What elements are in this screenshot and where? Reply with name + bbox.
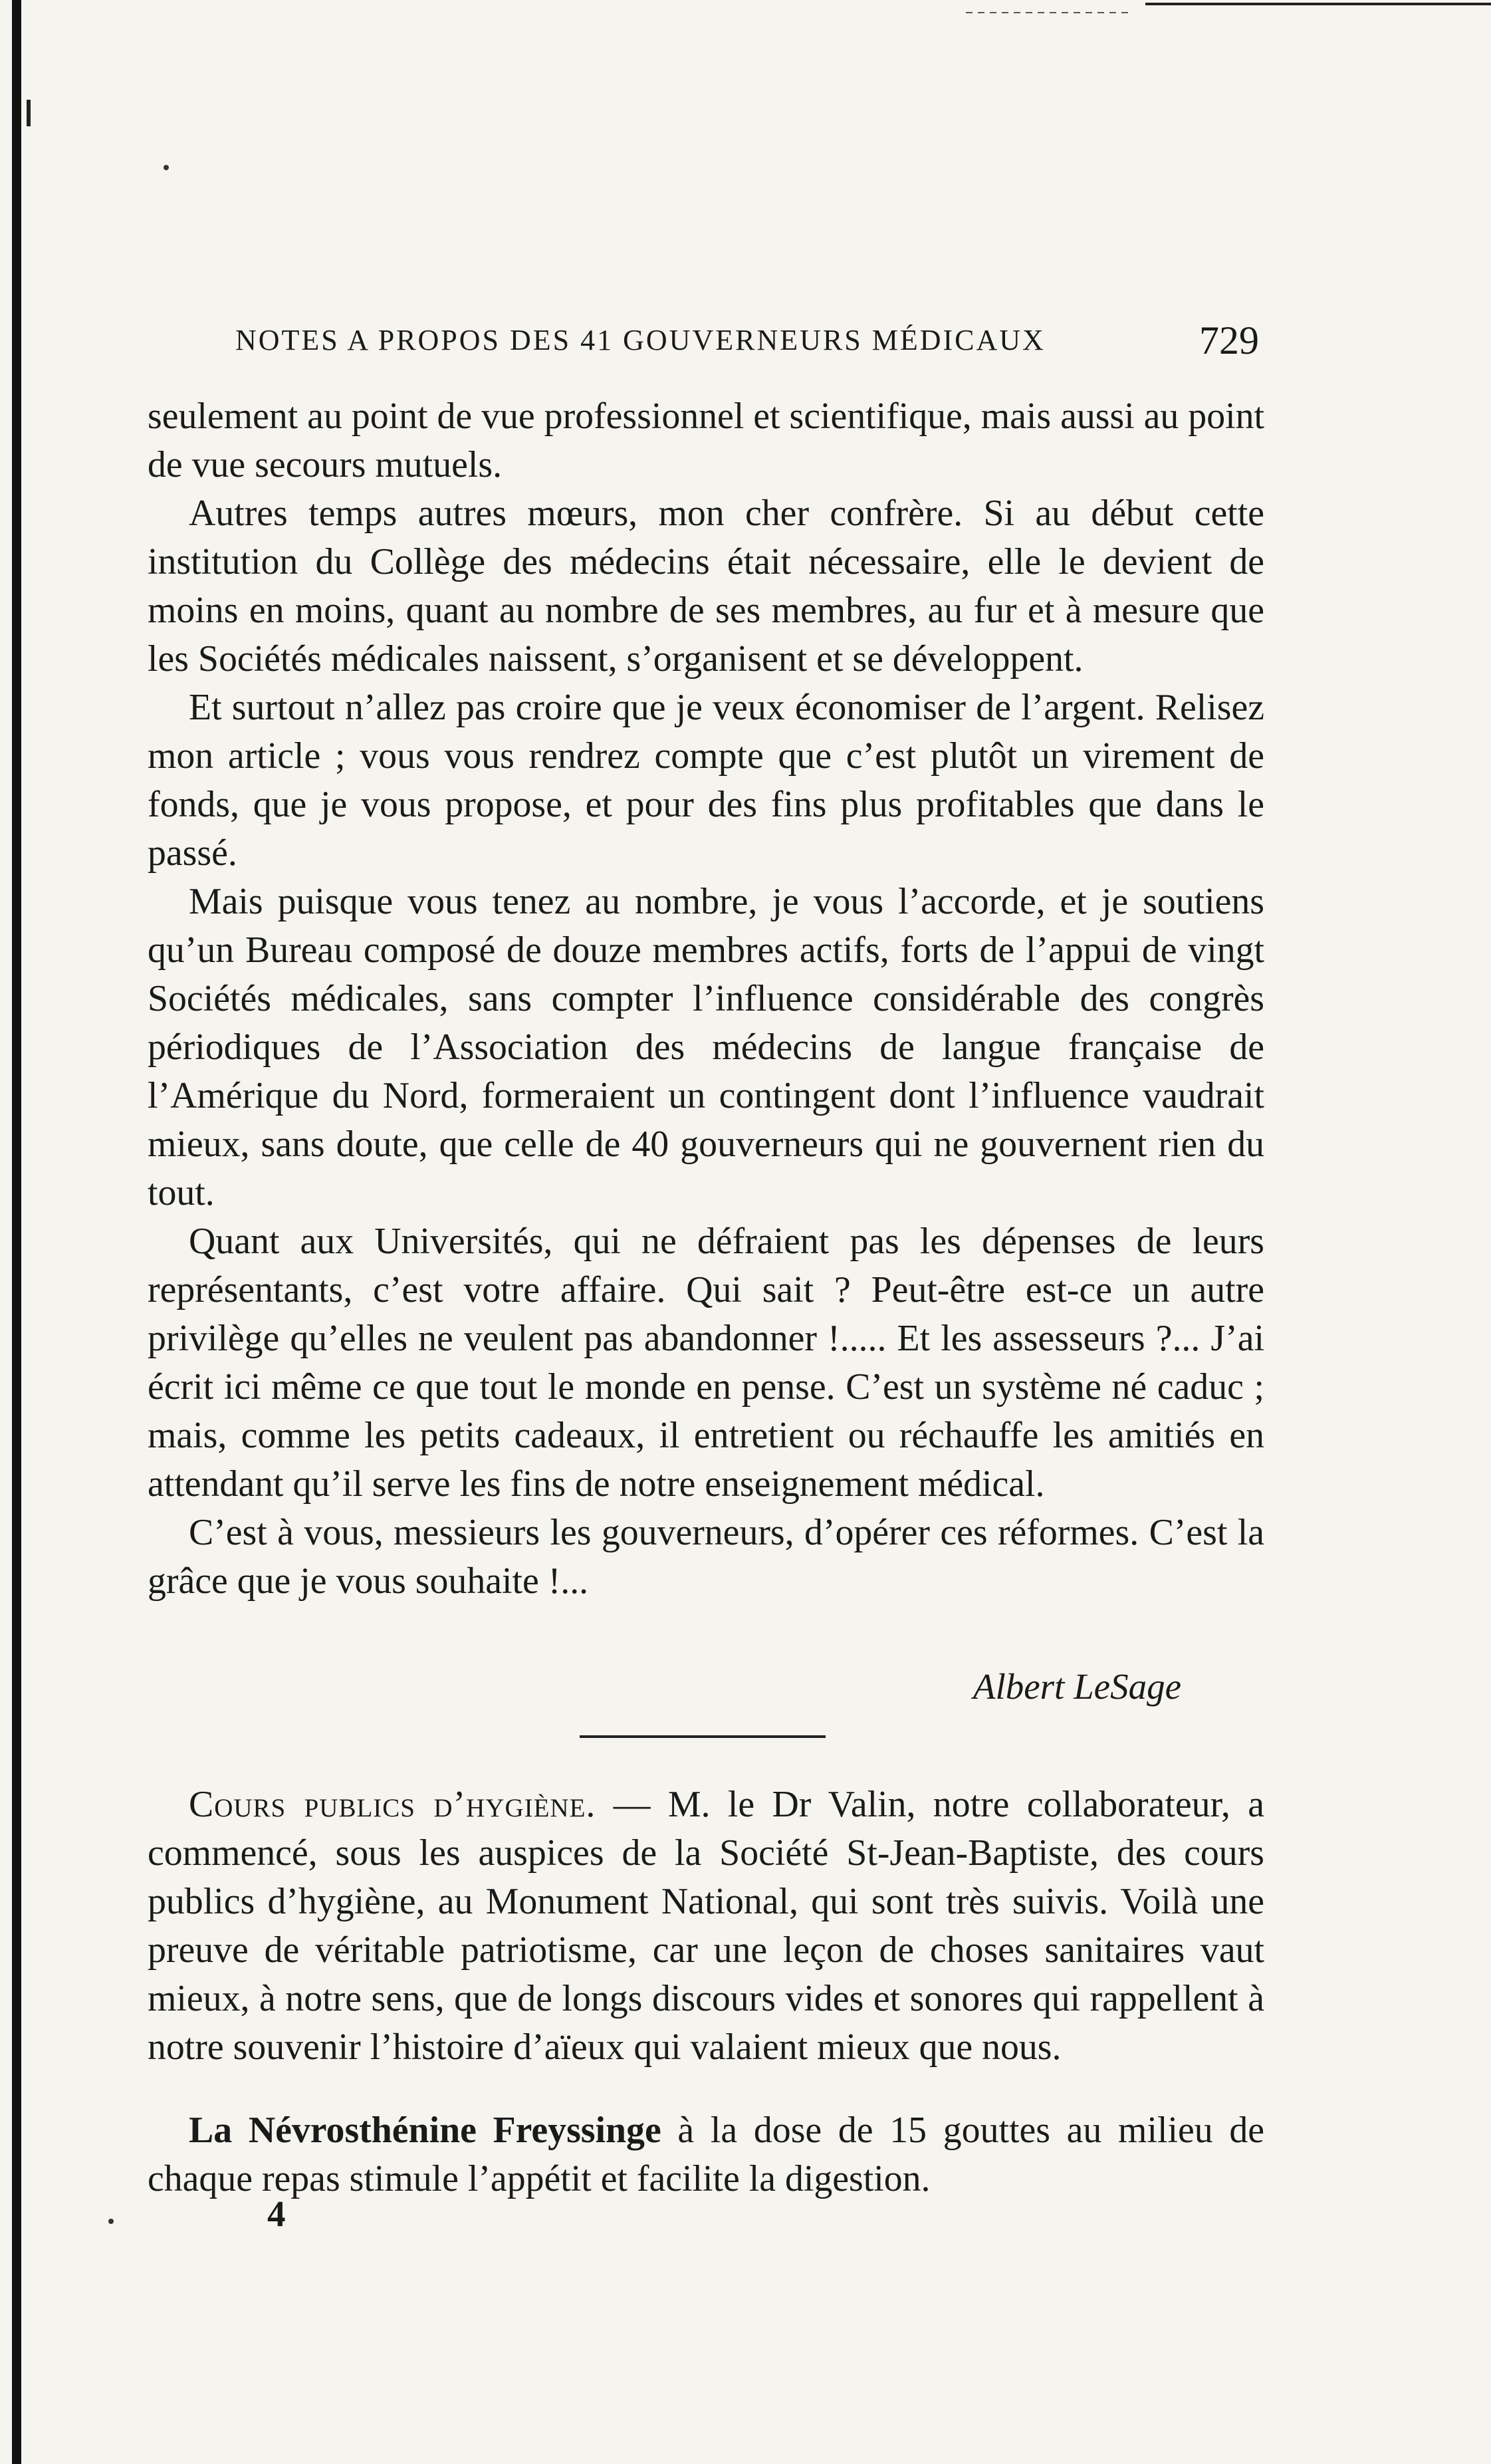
paragraph-5: Quant aux Universités, qui ne défraient pas les dépenses de leurs représentants, c’est votre affaire. Qui sait ? Peut-être est-ce un autre privilège qu’elles ne veulent pas abandonner !..... Et les assesseurs ?... J’ai écrit ici même ce que tout le monde en pense. C’est un système né caduc ; mais, comme les petits cadeaux, il entretient ou réchauffe les amitiés en attendant qu’il serve les fins de notre enseignement médical. — [148, 1221, 1264, 1505]
author-signature: Albert LeSage — [973, 1666, 1181, 1707]
paragraph-1: seulement au point de vue professionnel et scientifique, mais aussi au point de vue secours mutuels. — [148, 396, 1264, 485]
running-header — [235, 318, 1259, 370]
advertisement-paragraph — [148, 2106, 1264, 2203]
hygiene-text: — M. le Dr Valin, notre collaborateur, a commencé, sous les auspices de la Société St-Jean-Baptiste, des cours publics d’hygiène, au Monument National, qui sont très suivis. Voilà une preuve de véritable patriotisme, car une leçon de choses sanitaires vaut mieux, à notre sens, que de longs discours vides et sonores qui rappellent à notre souvenir l’histoire d’aïeux qui valaient mieux que nous. — [148, 1784, 1264, 2068]
paragraph-4: Mais puisque vous tenez au nombre, je vous l’accorde, et je soutiens qu’un Bureau composé de douze membres actifs, forts de l’appui de vingt Sociétés médicales, sans compter l’influence considérable des congrès périodiques de l’Association des médecins de langue française de l’Amérique du Nord, formeraient un contingent dont l’influence vaudrait mieux, sans doute, que celle de 40 gouverneurs qui ne gouvernent rien du tout. — [148, 881, 1264, 1213]
advertisement — [148, 2106, 1264, 2203]
running-header-title: NOTES A PROPOS DES 41 GOUVERNEURS MÉDICAUX — [235, 324, 1046, 356]
article-body — [148, 392, 1264, 1606]
hygiene-notice — [148, 1781, 1264, 2072]
paragraph-2: Autres temps autres mœurs, mon cher confrère. Si au début cette institution du Collège des médecins était nécessaire, elle le devient de moins en moins, quant au nombre de ses membres, au fur et à mesure que les Sociétés médicales naissent, s’organisent et se développent. — [148, 493, 1264, 679]
section-divider — [580, 1735, 826, 1738]
top-dashed-rule — [966, 12, 1132, 13]
advertisement-product: La Névrosthénine Freyssinge — [189, 2110, 661, 2151]
paragraph-3: Et surtout n’allez pas croire que je veux économiser de l’argent. Relisez mon article ; vous vous rendrez compte que c’est plutôt un virement de fonds, que je vous propose, et pour des fins plus profitables que dans le passé. — [148, 687, 1264, 874]
hygiene-paragraph — [148, 1781, 1264, 2072]
hygiene-heading: Cours publics d’hygiène. — [189, 1784, 596, 1825]
page-number: 729 — [1199, 318, 1259, 362]
top-rule — [1145, 3, 1491, 5]
ink-speck — [164, 165, 169, 170]
page-edge-shadow — [12, 0, 21, 2464]
signature-mark: 4 — [267, 2193, 286, 2234]
page-edge-mark — [27, 100, 31, 126]
paragraph-6: C’est à vous, messieurs les gouverneurs, d’opérer ces réformes. C’est la grâce que je vous souhaite !... — [148, 1512, 1264, 1602]
ink-speck — [108, 2219, 114, 2224]
advertisement-text: à la dose de 15 gouttes au milieu de chaque repas stimule l’appétit et facilite la digestion. — [148, 2110, 1264, 2199]
